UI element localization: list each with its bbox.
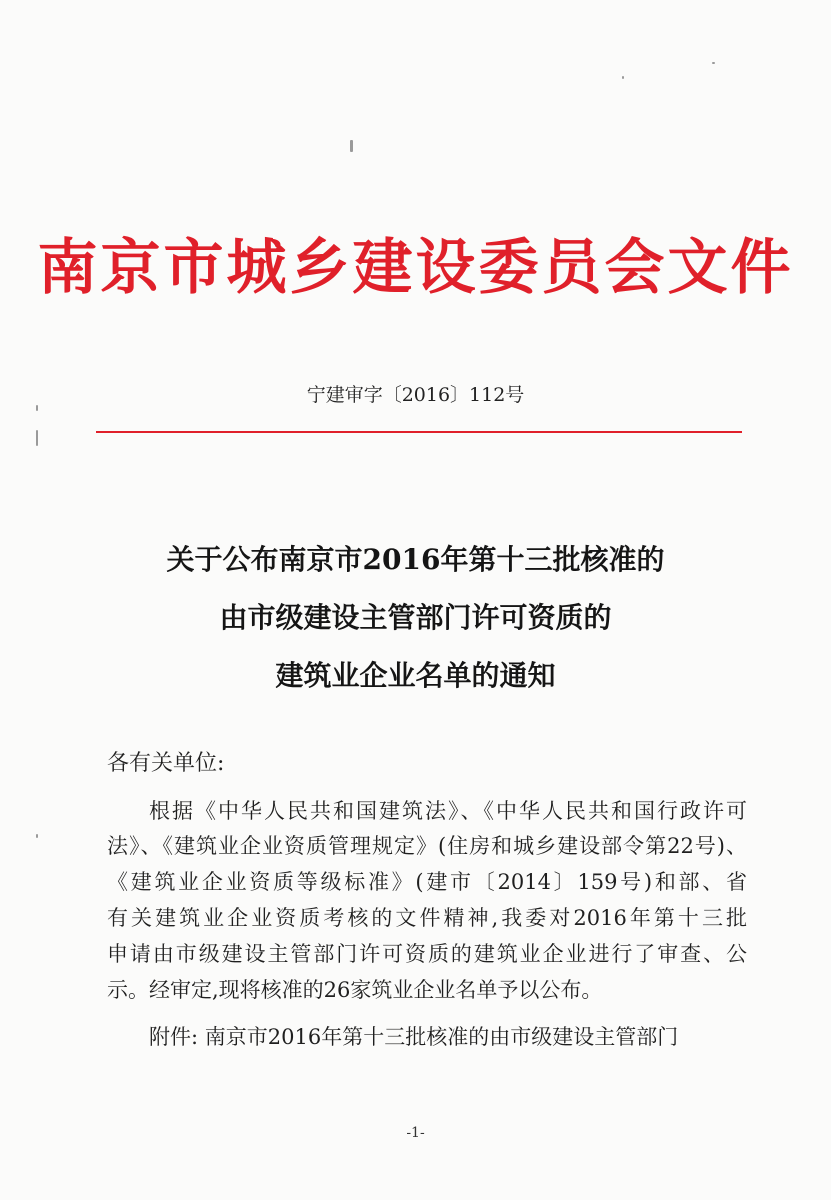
salutation: 各有关单位: bbox=[107, 751, 225, 776]
scan-mark bbox=[36, 430, 38, 446]
page-number: -1- bbox=[406, 1125, 425, 1141]
issuing-authority-header: 南京市城乡建设委员会文件 bbox=[37, 233, 794, 303]
scan-mark bbox=[622, 76, 624, 79]
title-line: 由市级建设主管部门许可资质的 bbox=[219, 601, 612, 634]
body-text-line: 有关建筑业企业资质考核的文件精神,我委对2016年第十三批 bbox=[107, 906, 747, 930]
body-text-line: 法》、《建筑业企业资质管理规定》(住房和城乡建设部令第22号)、 bbox=[107, 834, 747, 858]
body-text-line: 《建筑业企业资质等级标准》(建市〔2014〕159号)和部、省 bbox=[107, 870, 747, 894]
body-text-line: 示。经审定,现将核准的26家筑业企业名单予以公布。 bbox=[107, 978, 603, 1002]
attachment-line: 附件: 南京市2016年第十三批核准的由市级建设主管部门 bbox=[149, 1025, 679, 1049]
red-separator-line bbox=[96, 431, 742, 433]
scan-mark bbox=[350, 140, 353, 152]
body-text-line: 申请由市级建设主管部门许可资质的建筑业企业进行了审查、公 bbox=[107, 942, 747, 966]
document-number: 宁建审字〔2016〕112号 bbox=[306, 384, 525, 406]
title-line: 建筑业企业名单的通知 bbox=[275, 659, 556, 692]
body-text-line: 根据《中华人民共和国建筑法》、《中华人民共和国行政许可 bbox=[149, 799, 747, 823]
scan-mark bbox=[36, 405, 38, 411]
scan-mark bbox=[712, 62, 715, 64]
title-line: 关于公布南京市2016年第十三批核准的 bbox=[166, 543, 665, 576]
scan-mark bbox=[36, 834, 38, 838]
notice-title bbox=[0, 531, 831, 705]
